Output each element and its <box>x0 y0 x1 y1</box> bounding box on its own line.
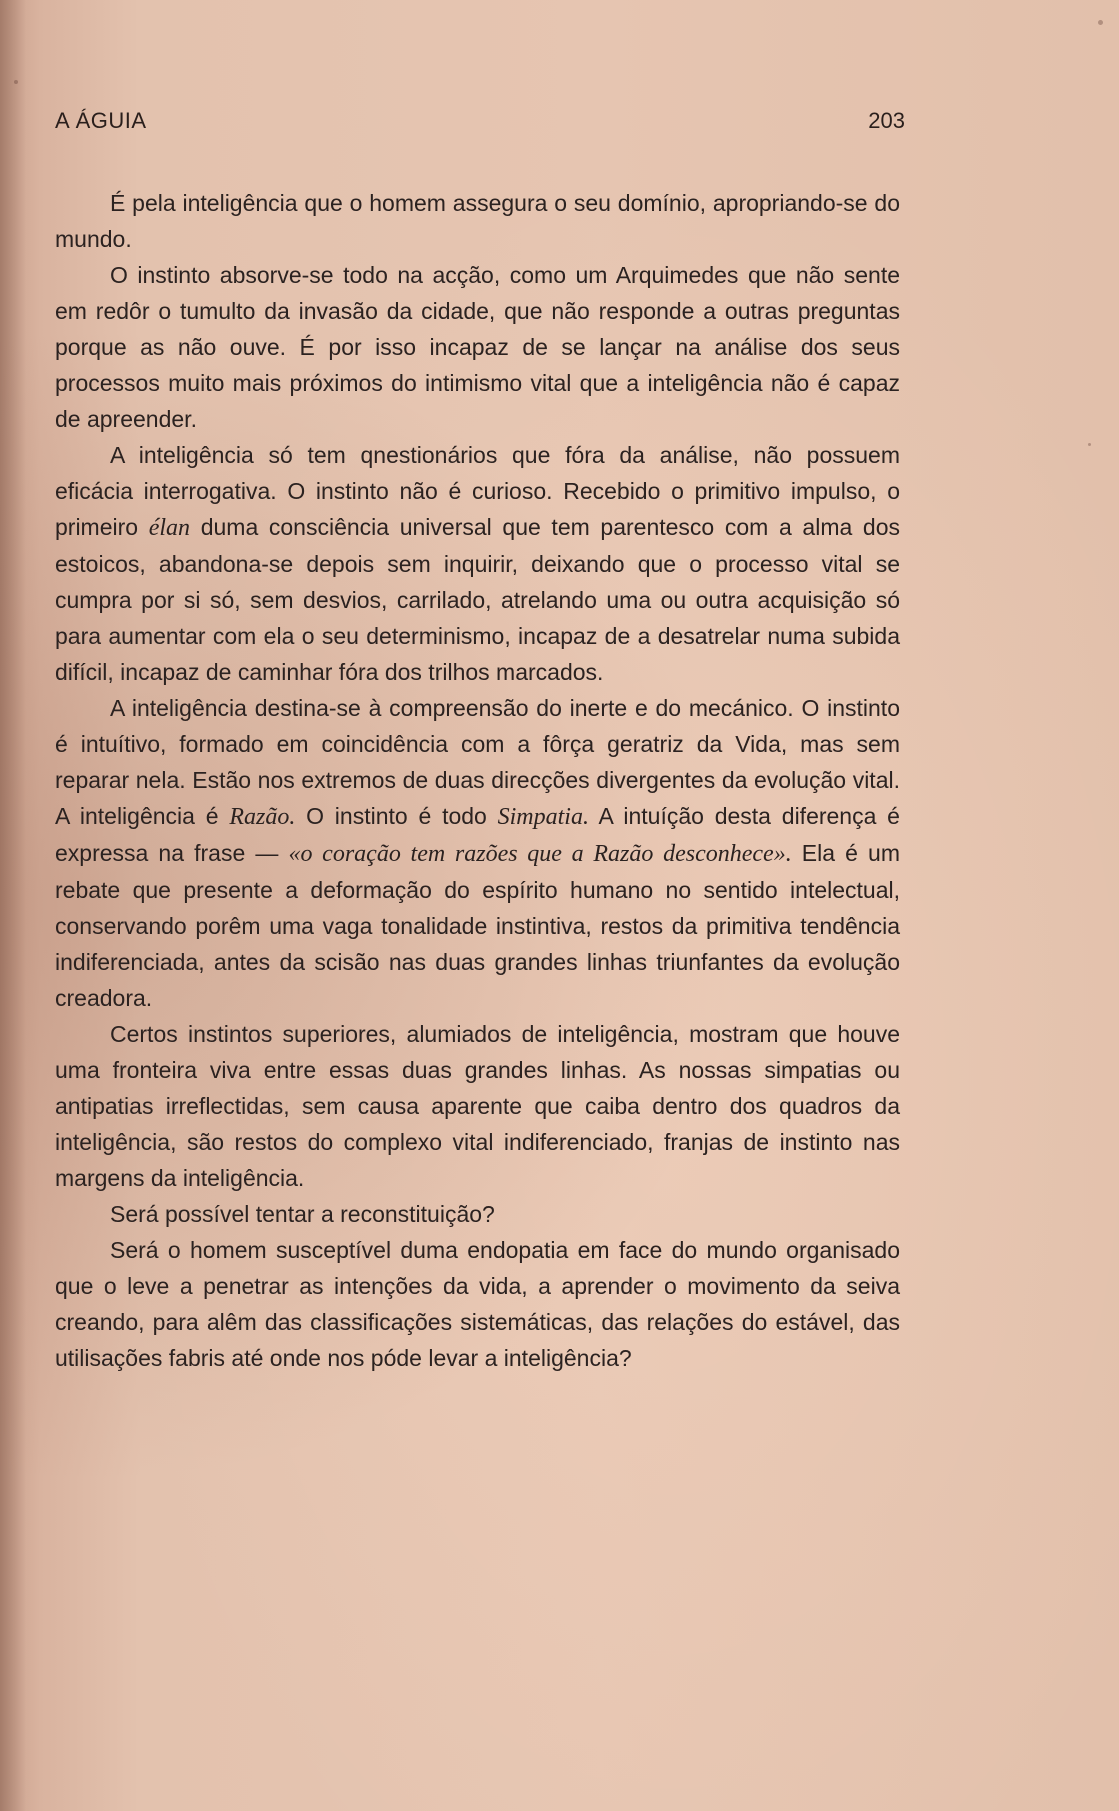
text-run: É pela inteligência que o homem assegura o seu domínio, apropriando-se do mundo. <box>55 190 900 252</box>
paper-speck <box>14 80 18 84</box>
italic-text: Simpatia. <box>497 804 589 830</box>
italic-text: Razão. <box>229 804 296 830</box>
paragraph <box>55 1196 900 1232</box>
body-text <box>55 185 900 1376</box>
italic-text: «o coração tem razões que a Razão desconhece». <box>288 841 792 867</box>
text-run: Ela é um rebate que presente a deformação do espírito humano no sentido intelectual, conservando porêm uma vaga tonalidade instintiva, restos da primitiva tendência indiferenciada, antes da scisão nas duas grandes linhas triunfantes da evolução creadora. <box>55 840 901 1011</box>
paper-speck <box>1088 443 1091 446</box>
text-run: A inteligência só tem qnestionários que fóra da análise, não possuem eficácia interrogativa. O instinto não é curioso. Recebido o primitivo impulso, o primeiro <box>55 442 900 540</box>
paragraph <box>55 185 900 257</box>
text-run: duma consciência universal que tem parentesco com a alma dos estoicos, abandona-se depois sem inquirir, deixando que o processo vital se cumpra por si só, sem desvios, carrilado, atrelando uma ou outra acquisição só para aumentar com ela o seu determinismo, incapaz de a desatrelar numa subida difícil, incapaz de caminhar fóra dos trilhos marcados. <box>55 514 900 685</box>
paragraph <box>55 1016 900 1196</box>
paragraph <box>55 690 900 1016</box>
italic-text: élan <box>148 515 191 541</box>
running-title: A ÁGUIA <box>55 108 147 133</box>
page-header <box>55 108 1075 142</box>
text-run: O instinto é todo <box>295 803 498 829</box>
text-run: Será possível tentar a reconstituição? <box>110 1201 495 1227</box>
text-run: Certos instintos superiores, alumiados de inteligência, mostram que houve uma fronteira viva entre essas duas grandes linhas. As nossas simpatias ou antipatias irreflectidas, sem causa aparente que caiba dentro dos quadros da inteligência, são restos do complexo vital indiferenciado, franjas de instinto nas margens da inteligência. <box>55 1021 900 1191</box>
text-run: A intuíção desta diferença é expressa na frase — <box>55 803 900 866</box>
paragraph <box>55 1232 900 1376</box>
paragraph <box>55 257 900 437</box>
binding-shadow <box>0 0 26 1811</box>
paper-speck <box>1098 20 1103 25</box>
text-run: Será o homem susceptível duma endopatia em face do mundo organisado que o leve a penetrar as intenções da vida, a aprender o movimento da seiva creando, para alêm das classificações sistemáticas, das relações do estável, das utilisações fabris até onde nos póde levar a inteligência? <box>55 1237 900 1371</box>
text-run: O instinto absorve-se todo na acção, como um Arquimedes que não sente em redôr o tumulto da invasão da cidade, que não responde a outras preguntas porque as não ouve. É por isso incapaz de se lançar na análise dos seus processos muito mais próximos do intimismo vital que a inteligência não é capaz de apreender. <box>55 262 900 432</box>
text-run: A inteligência destina-se à compreensão do inerte e do mecánico. O instinto é intuítivo, formado em coincidência com a fôrça geratriz da Vida, mas sem reparar nela. Estão nos extremos de duas direcções divergentes da evolução vital. A inteligência é <box>55 695 900 829</box>
page-number: 203 <box>868 108 905 133</box>
paragraph <box>55 437 900 690</box>
